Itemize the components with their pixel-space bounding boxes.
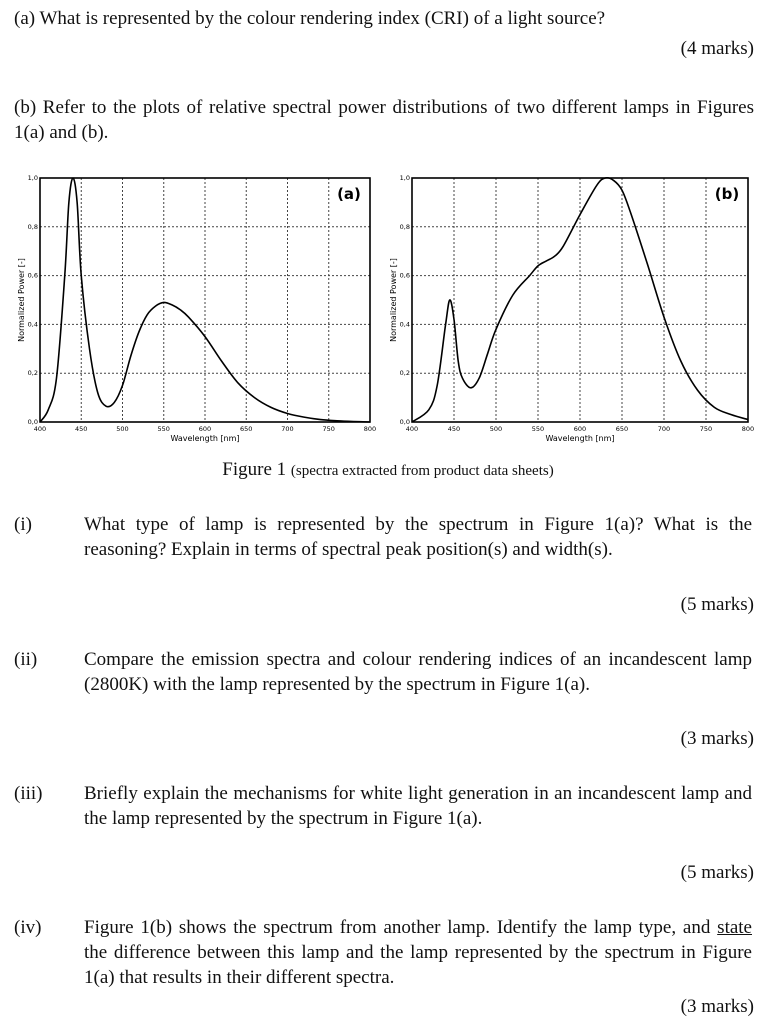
figure-caption xyxy=(0,459,776,481)
y-tick-label: 0,0 xyxy=(27,418,38,426)
marks-a: (4 marks) xyxy=(680,38,754,59)
figure-1a-chart xyxy=(14,170,384,456)
x-tick-label: 600 xyxy=(573,425,587,433)
x-tick-label: 650 xyxy=(240,425,253,433)
panel-label: (a) xyxy=(337,185,361,203)
y-axis-label: Normalized Power [-] xyxy=(17,258,26,342)
subq-iv-text xyxy=(84,915,752,990)
x-tick-label: 800 xyxy=(741,425,755,433)
x-tick-label: 500 xyxy=(489,425,503,433)
figure-caption-sub: (spectra extracted from product data sheets) xyxy=(290,463,554,479)
subq-iv-text-before: Figure 1(b) shows the spectrum from another lamp. Identify the lamp type, and xyxy=(84,917,718,938)
y-tick-label: 0,0 xyxy=(399,418,410,426)
subq-ii-text: Compare the emission spectra and colour rendering indices of an incandescent lamp (2800K) with the lamp represented by the spectrum in Figure 1(a). xyxy=(84,649,752,695)
subq-iv-marks: (3 marks) xyxy=(680,996,754,1017)
figure-caption-main: Figure 1 xyxy=(222,459,287,480)
subq-iii-number: (iii) xyxy=(14,783,43,804)
subq-ii-number: (ii) xyxy=(14,649,38,670)
subq-i-marks: (5 marks) xyxy=(680,594,754,615)
question-a: (a) What is represented by the colour rendering index (CRI) of a light source? xyxy=(14,8,606,29)
x-tick-label: 550 xyxy=(531,425,545,433)
panel-label: (b) xyxy=(714,185,740,203)
y-tick-label: 0,4 xyxy=(399,320,410,329)
subq-i-number: (i) xyxy=(14,514,32,535)
x-tick-label: 600 xyxy=(198,425,212,433)
subq-iv-number: (iv) xyxy=(14,917,42,938)
y-tick-label: 0,8 xyxy=(27,222,38,231)
x-tick-label: 650 xyxy=(615,425,629,433)
x-tick-label: 400 xyxy=(405,425,419,433)
y-tick-label: 0,4 xyxy=(27,320,38,329)
subq-iii-marks: (5 marks) xyxy=(680,862,754,883)
x-tick-label: 750 xyxy=(322,425,335,433)
y-tick-label: 0,6 xyxy=(399,271,410,280)
x-tick-label: 750 xyxy=(699,425,713,433)
x-tick-label: 450 xyxy=(447,425,461,433)
x-tick-label: 800 xyxy=(363,425,377,433)
x-tick-label: 500 xyxy=(116,425,129,433)
x-tick-label: 700 xyxy=(281,425,294,433)
y-tick-label: 1,0 xyxy=(27,174,38,182)
x-tick-label: 550 xyxy=(157,425,170,433)
y-tick-label: 0,8 xyxy=(399,222,410,231)
question-b-intro: (b) Refer to the plots of relative spectral power distributions of two different lamps in Figures 1(a) and (b). xyxy=(14,97,754,143)
subq-iv-underlined: state xyxy=(717,917,752,938)
y-tick-label: 1,0 xyxy=(399,174,410,182)
y-tick-label: 0,2 xyxy=(399,369,410,378)
y-axis-label: Normalized Power [-] xyxy=(389,258,398,342)
subq-ii-marks: (3 marks) xyxy=(680,728,754,749)
y-tick-label: 0,6 xyxy=(27,271,38,280)
x-tick-label: 700 xyxy=(657,425,671,433)
y-tick-label: 0,2 xyxy=(27,369,38,378)
x-tick-label: 450 xyxy=(75,425,88,433)
figure-1b-chart xyxy=(386,170,762,456)
x-tick-label: 400 xyxy=(33,425,47,433)
x-axis-label: Wavelength [nm] xyxy=(545,434,615,443)
subq-iii-text: Briefly explain the mechanisms for white light generation in an incandescent lamp and the lamp represented by the spectrum in Figure 1(a). xyxy=(84,783,752,829)
subq-iv-text-after: the difference between this lamp and the lamp represented by the spectrum in Figure 1(a) that results in their different spectra. xyxy=(84,942,752,988)
x-axis-label: Wavelength [nm] xyxy=(170,434,240,443)
subq-i-text: What type of lamp is represented by the spectrum in Figure 1(a)? What is the reasoning? Explain in terms of spectral peak position(s) and width(s). xyxy=(84,514,752,560)
